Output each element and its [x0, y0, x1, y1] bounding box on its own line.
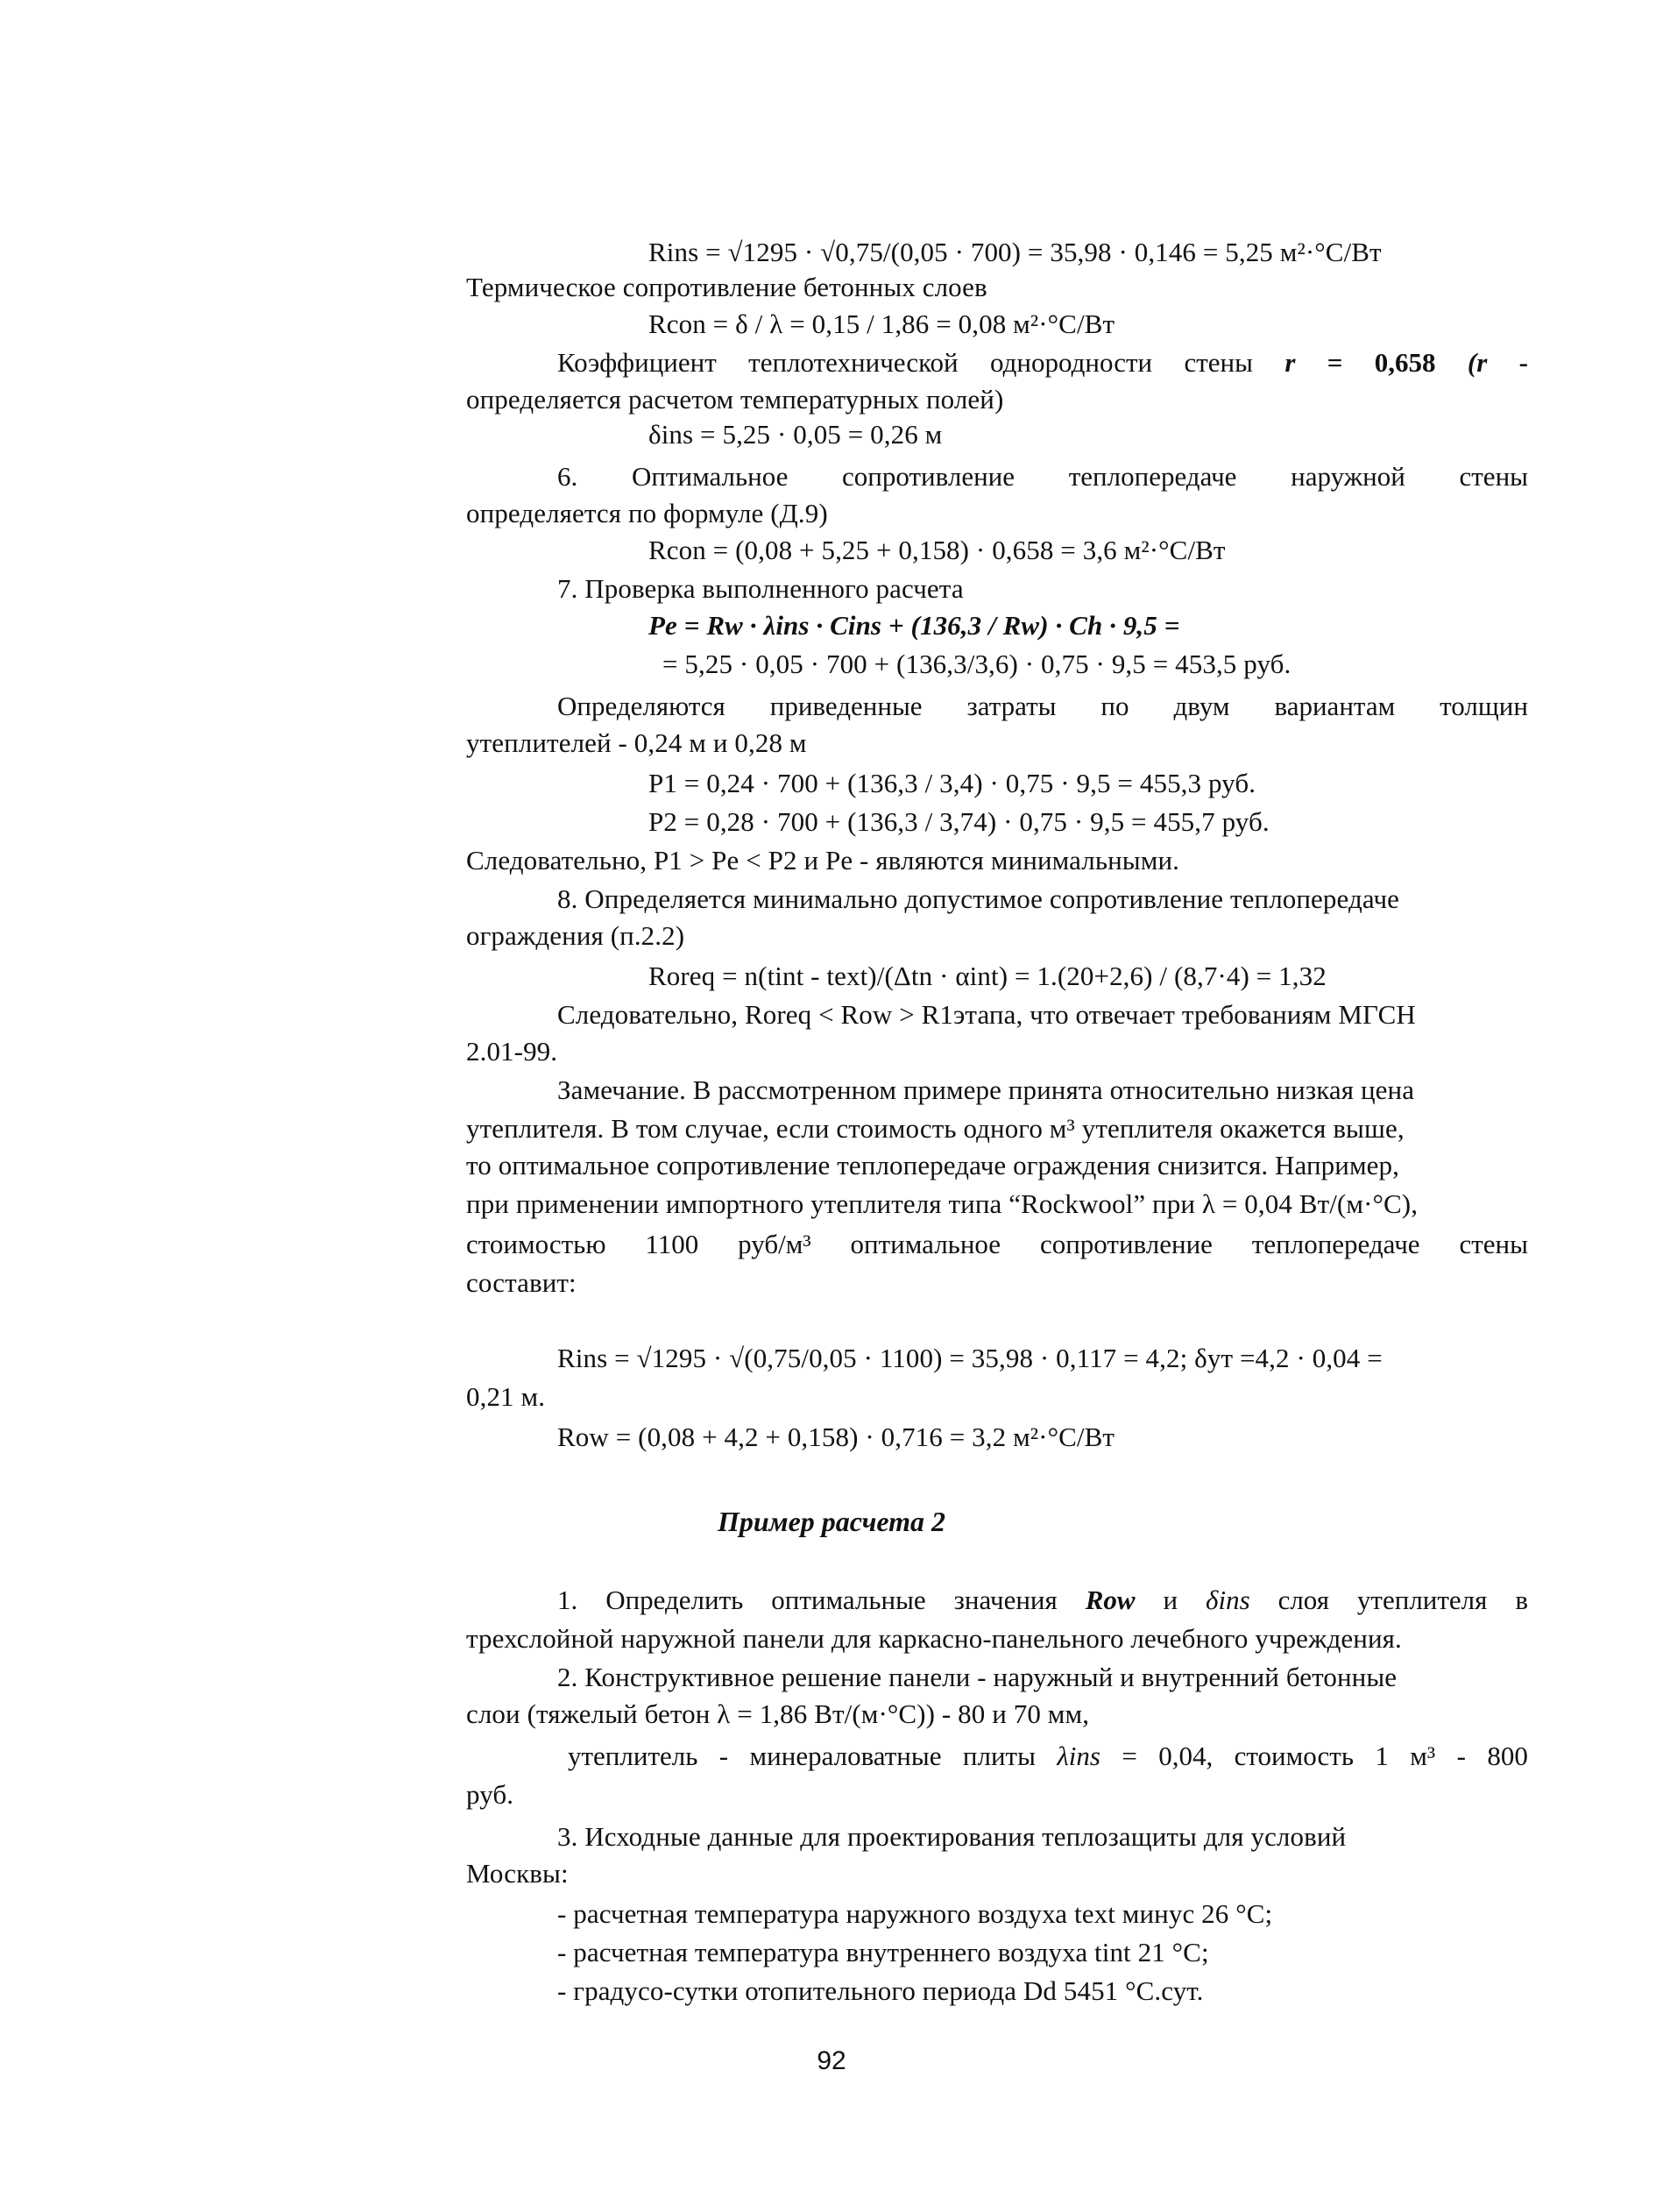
word: 0,658	[1374, 347, 1436, 378]
word: однородности	[990, 347, 1153, 378]
justified-line	[466, 1227, 1528, 1262]
word: λins	[1057, 1741, 1100, 1771]
word: 0,04,	[1158, 1741, 1214, 1771]
word: оптимальные	[771, 1585, 926, 1615]
word: сопротивление	[1039, 1229, 1213, 1259]
word: 1	[1375, 1741, 1389, 1771]
list-item: - расчетная температура наружного воздуха text минус 26 °С;	[557, 1898, 1273, 1929]
word: минераловатные	[749, 1741, 942, 1771]
word: теплотехнической	[748, 347, 959, 378]
formula-rcon-opt: Rcon = (0,08 + 5,25 + 0,158) · 0,658 = 3,6 м²·°С/Вт	[648, 535, 1226, 565]
word: приведенные	[769, 691, 923, 721]
justified-line	[557, 345, 1528, 380]
text-line: при применении импортного утеплителя типа “Rockwool” при λ = 0,04 Вт/(м·°С),	[466, 1188, 1419, 1219]
word: стены	[1184, 347, 1253, 378]
word: утеплителя	[1356, 1585, 1488, 1615]
formula-row: Row = (0,08 + 4,2 + 0,158) · 0,716 = 3,2 м²·°С/Вт	[557, 1421, 1115, 1452]
text-line: Москвы:	[466, 1858, 569, 1889]
word: наружной	[1291, 461, 1405, 492]
word: Определить	[605, 1585, 744, 1615]
formula-rcon: Rcon = δ / λ = 0,15 / 1,86 = 0,08 м²·°С/Вт	[648, 308, 1115, 339]
word: теплопередаче	[1068, 461, 1237, 492]
justified-line	[557, 459, 1528, 494]
text-line: составит:	[466, 1267, 577, 1298]
word: и	[1163, 1585, 1178, 1615]
formula-p-value: = 5,25 · 0,05 · 700 + (136,3/3,6) · 0,75 · 9,5 = 453,5 руб.	[662, 649, 1291, 679]
list-item: - расчетная температура внутреннего воздуха tint 21 °С;	[557, 1937, 1209, 1967]
word: двум	[1173, 691, 1230, 721]
text-line: трехслойной наружной панели для каркасно-панельного лечебного учреждения.	[466, 1623, 1402, 1654]
word: стоимость	[1234, 1741, 1354, 1771]
formula-p2: P2 = 0,28 · 700 + (136,3 / 3,74) · 0,75 · 9,5 = 455,7 руб.	[648, 806, 1270, 837]
justified-line	[557, 689, 1528, 724]
text-line: 0,21 м.	[466, 1381, 546, 1412]
word: руб/м³	[738, 1229, 811, 1259]
word: слоя	[1277, 1585, 1329, 1615]
text-line: утеплителей - 0,24 м и 0,28 м	[466, 727, 807, 758]
word: стены	[1459, 461, 1528, 492]
word: стоимостью	[466, 1229, 606, 1259]
word: 1.	[557, 1585, 578, 1615]
text-line: 8. Определяется минимально допустимое сопротивление теплопередаче	[557, 883, 1400, 914]
text-line: утеплителя. В том случае, если стоимость одного м³ утеплителя окажется выше,	[466, 1113, 1405, 1144]
word: =	[1122, 1741, 1137, 1771]
word: толщин	[1440, 691, 1528, 721]
word: утеплитель	[568, 1741, 698, 1771]
word: стены	[1459, 1229, 1528, 1259]
text-line: Термическое сопротивление бетонных слоев	[466, 272, 987, 302]
word: 6.	[557, 461, 578, 492]
text-line: Следовательно, P1 > Pе < P2 и Pе - являются минимальными.	[466, 845, 1179, 876]
word: =	[1327, 347, 1343, 378]
justified-line	[568, 1739, 1528, 1774]
formula-roreq: Roreq = n(tint - text)/(Δtn · αint) = 1.(20+2,6) / (8,7·4) = 1,32	[648, 961, 1327, 991]
word: -	[718, 1741, 729, 1771]
formula-rins-rockwool: Rins = √1295 · √(0,75/0,05 · 1100) = 35,98 · 0,117 = 4,2; δут =4,2 · 0,04 =	[557, 1343, 1383, 1373]
text-line: 2.01-99.	[466, 1036, 558, 1067]
text-line: слои (тяжелый бетон λ = 1,86 Вт/(м·°С)) - 80 и 70 мм,	[466, 1698, 1090, 1729]
formula-rins: Rins = √1295 · √0,75/(0,05 · 700) = 35,98 · 0,146 = 5,25 м²·°С/Вт	[648, 237, 1382, 267]
word: затраты	[966, 691, 1057, 721]
word: -	[1518, 347, 1528, 378]
word: (r	[1467, 347, 1488, 378]
word: 800	[1487, 1741, 1528, 1771]
text-line: руб.	[466, 1779, 514, 1810]
word: значения	[953, 1585, 1058, 1615]
word: -	[1456, 1741, 1466, 1771]
formula-delta: δins = 5,25 · 0,05 = 0,26 м	[648, 419, 943, 450]
section-heading: Пример расчета 2	[717, 1506, 946, 1537]
justified-line	[557, 1583, 1528, 1618]
text-line: Следовательно, Roreq < Row > R1этапа, что отвечает требованиям МГСН	[557, 999, 1416, 1030]
list-item: - градусо-сутки отопительного периода Dd 5451 °С.сут.	[557, 1975, 1204, 2006]
text-line: то оптимальное сопротивление теплопередаче ограждения снизится. Например,	[466, 1150, 1399, 1180]
text-line: определяется по формуле (Д.9)	[466, 498, 828, 528]
text-line: 2. Конструктивное решение панели - наружный и внутренний бетонные	[557, 1662, 1398, 1692]
note-line: Замечание. В рассмотренном примере принята относительно низкая цена	[557, 1074, 1415, 1105]
word: в	[1515, 1585, 1528, 1615]
formula-p1: P1 = 0,24 · 700 + (136,3 / 3,4) · 0,75 · 9,5 = 455,3 руб.	[648, 768, 1256, 798]
word: м³	[1410, 1741, 1436, 1771]
word: Коэффициент	[557, 347, 717, 378]
word: оптимальное	[850, 1229, 1001, 1259]
word: Определяются	[557, 691, 725, 721]
text-line: определяется расчетом температурных полей)	[466, 384, 1004, 415]
text-line: 7. Проверка выполненного расчета	[557, 573, 964, 604]
word: Оптимальное	[631, 461, 789, 492]
word: r	[1284, 347, 1296, 378]
word: теплопередаче	[1251, 1229, 1420, 1259]
text-line: 3. Исходные данные для проектирования теплозащиты для условий	[557, 1821, 1347, 1852]
word: сопротивление	[842, 461, 1015, 492]
word: плиты	[962, 1741, 1036, 1771]
word: Row	[1085, 1585, 1136, 1615]
word: 1100	[645, 1229, 699, 1259]
page-number: 92	[817, 2046, 846, 2075]
word: δins	[1206, 1585, 1250, 1615]
word: вариантам	[1274, 691, 1396, 721]
formula-p: Pе = Rw · λins · Cins + (136,3 / Rw) · Ch · 9,5 =	[648, 610, 1180, 641]
text-line: ограждения (п.2.2)	[466, 920, 685, 951]
word: по	[1100, 691, 1129, 721]
